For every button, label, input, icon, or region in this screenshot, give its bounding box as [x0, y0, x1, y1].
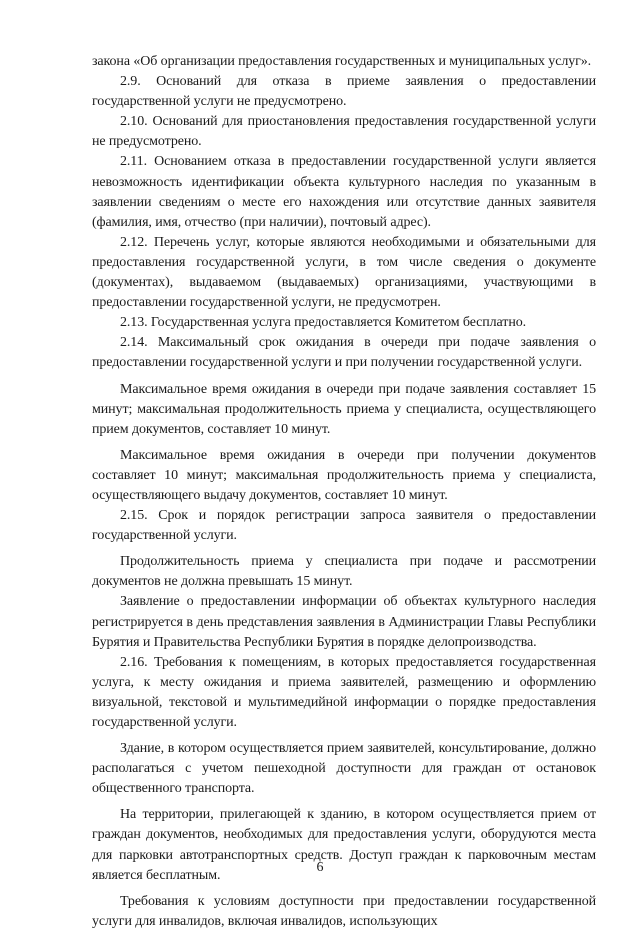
- paragraph: 2.10. Оснований для приостановления предоставления государственной услуги не предусмотрено.: [92, 114, 596, 150]
- paragraph: 2.12. Перечень услуг, которые являются необходимыми и обязательными для предоставления государственной услуги, в том числе сведения о документе (документах), выдаваемом (выдаваемых) организациями, участвующими в предоставлении государственной услуги, не предусмотрен.: [92, 234, 596, 311]
- paragraph: 2.9. Оснований для отказа в приеме заявления о предоставлении государственной услуги не предусмотрено.: [92, 74, 596, 110]
- paragraph: На территории, прилегающей к зданию, в котором осуществляется прием от граждан документов, необходимых для предоставления услуги, оборудуются места для парковки автотранспортных средств. Доступ граждан к парковочным местам является бесплатным.: [92, 807, 596, 883]
- paragraph: 2.16. Требования к помещениям, в которых предоставляется государственная услуга, к месту ожидания и приема заявителей, размещению и оформлению визуальной, текстовой и мультимедийной информации о порядке предоставления государственной услуги.: [92, 654, 596, 730]
- paragraph: 2.14. Максимальный срок ожидания в очереди при подаче заявления о предоставлении государственной услуги и при получении государственной услуги.: [92, 335, 596, 371]
- page-number: 6: [316, 860, 324, 875]
- paragraph: Заявление о предоставлении информации об объектах культурного наследия регистрируется в день представления заявления в Администрации Главы Республики Бурятия и Правительства Республики Бурятия в порядке делопроизводства.: [92, 594, 596, 650]
- paragraph: Продолжительность приема у специалиста при подаче и рассмотрении документов не должна превышать 15 минут.: [92, 554, 596, 590]
- paragraph: Здание, в котором осуществляется прием заявителей, консультирование, должно располагаться с учетом пешеходной доступности для граждан от остановок общественного транспорта.: [92, 741, 596, 797]
- paragraph: Требования к условиям доступности при предоставлении государственной услуги для инвалидов, включая инвалидов, использующих: [92, 893, 596, 929]
- paragraph: Максимальное время ожидания в очереди при подаче заявления составляет 15 минут; максимальная продолжительность приема у специалиста, осуществляющего прием документов, составляет 10 минут.: [92, 381, 596, 437]
- paragraph: закона «Об организации предоставления государственных и муниципальных услуг».: [92, 54, 592, 69]
- document-body: [92, 52, 596, 932]
- paragraph: 2.13. Государственная услуга предоставляется Комитетом бесплатно.: [120, 315, 527, 331]
- paragraph: Максимальное время ожидания в очереди при получении документов составляет 10 минут; максимальная продолжительность приема у специалиста, осуществляющего выдачу документов, составляет 10 минут.: [92, 447, 596, 503]
- paragraph: 2.15. Срок и порядок регистрации запроса заявителя о предоставлении государственной услуги.: [92, 508, 596, 544]
- paragraph: 2.11. Основанием отказа в предоставлении государственной услуги является невозможность идентификации объекта культурного наследия по указанным в заявлении сведениям о месте его нахождения или отсутствие данных заявителя (фамилия, имя, отчество (при наличии), почтовый адрес).: [92, 154, 596, 230]
